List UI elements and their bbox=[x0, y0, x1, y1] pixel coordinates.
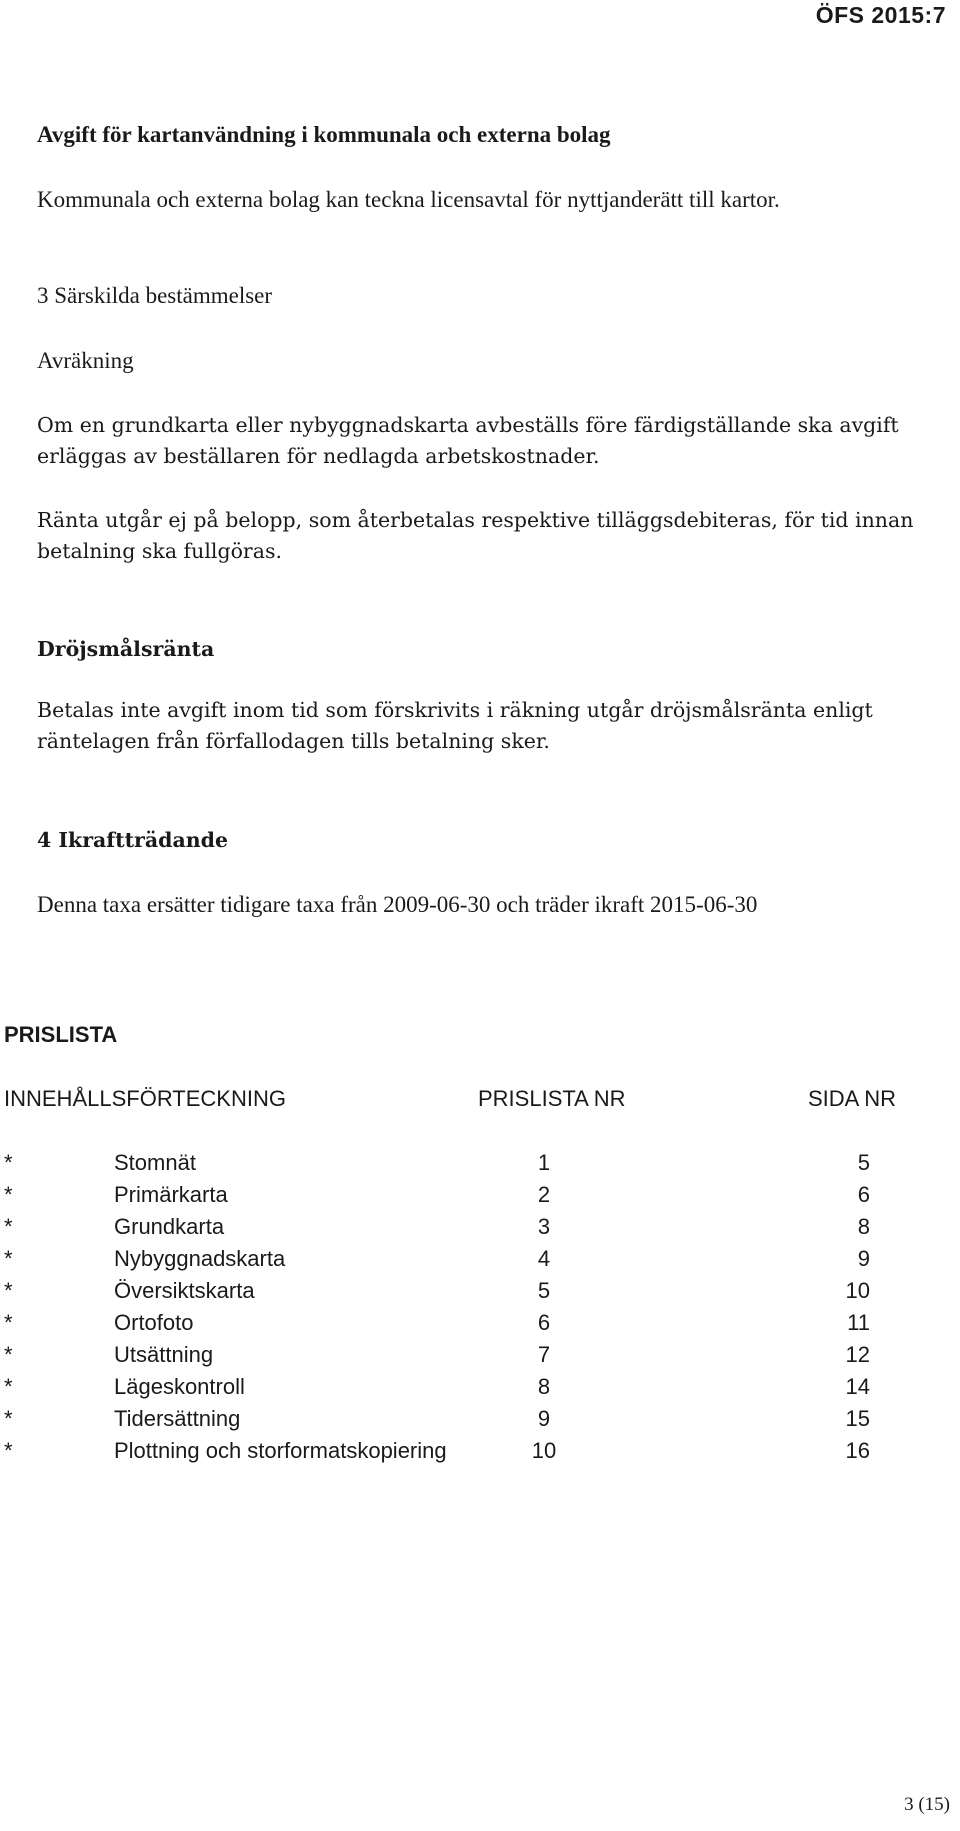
toc-bullet: * bbox=[4, 1278, 13, 1303]
toc-item-nr: 1 bbox=[537, 1150, 551, 1175]
toc-bullet: * bbox=[4, 1374, 13, 1399]
column-header-toc: INNEHÅLLSFÖRTECKNING bbox=[4, 1086, 286, 1111]
paragraph-avrakning: Om en grundkarta eller nybyggnadskarta avbeställs före färdigställande ska avgift erläggas av beställaren för nedlagda arbetskostnader. bbox=[37, 413, 899, 468]
page-number: 3 (15) bbox=[904, 1794, 950, 1815]
toc-item-page: 11 bbox=[847, 1310, 870, 1335]
section-title-sarskilda: 3 Särskilda bestämmelser bbox=[37, 283, 273, 308]
toc-row bbox=[4, 1214, 944, 1246]
toc-item-name: Nybyggnadskarta bbox=[114, 1246, 286, 1271]
toc-item-page: 6 bbox=[857, 1182, 870, 1207]
section-text-kartanvandning: Kommunala och externa bolag kan teckna licensavtal för nyttjanderätt till kartor. bbox=[37, 187, 780, 212]
toc-bullet: * bbox=[4, 1150, 13, 1175]
section-title-kartanvandning: Avgift för kartanvändning i kommunala och externa bolag bbox=[37, 122, 611, 147]
toc-item-nr: 6 bbox=[537, 1310, 551, 1335]
toc-bullet: * bbox=[4, 1310, 13, 1335]
toc-row bbox=[4, 1438, 944, 1470]
paragraph-drojsmal: Betalas inte avgift inom tid som förskrivits i räkning utgår dröjsmålsränta enligt räntelagen från förfallodagen tills betalning sker. bbox=[37, 698, 873, 753]
column-header-page: SIDA NR bbox=[808, 1086, 897, 1111]
prislista-title: PRISLISTA bbox=[4, 1022, 118, 1047]
toc-item-nr: 8 bbox=[537, 1374, 551, 1399]
paragraph-ikraft: Denna taxa ersätter tidigare taxa från 2009-06-30 och träder ikraft 2015-06-30 bbox=[37, 892, 758, 917]
section-title-drojsmal: Dröjsmålsränta bbox=[37, 637, 215, 661]
toc-bullet: * bbox=[4, 1438, 13, 1463]
paragraph-ranta: Ränta utgår ej på belopp, som återbetalas respektive tilläggsdebiteras, för tid innan betalning ska fullgöras. bbox=[37, 508, 914, 563]
toc-item-nr: 7 bbox=[537, 1342, 551, 1367]
toc-item-name: Grundkarta bbox=[114, 1214, 225, 1239]
toc-item-name: Lägeskontroll bbox=[114, 1374, 245, 1399]
toc-row bbox=[4, 1310, 944, 1342]
toc-item-nr: 5 bbox=[537, 1278, 551, 1303]
section-title-ikraft: 4 Ikraftträdande bbox=[37, 828, 229, 852]
subsection-title-avrakning: Avräkning bbox=[37, 348, 134, 373]
toc-row bbox=[4, 1342, 944, 1374]
toc-item-page: 5 bbox=[857, 1150, 870, 1175]
toc-bullet: * bbox=[4, 1342, 13, 1367]
toc-item-nr: 9 bbox=[537, 1406, 551, 1431]
document-code: ÖFS 2015:7 bbox=[815, 2, 946, 28]
toc-bullet: * bbox=[4, 1182, 13, 1207]
toc-item-page: 10 bbox=[845, 1278, 870, 1303]
toc-row bbox=[4, 1278, 944, 1310]
toc-row bbox=[4, 1182, 944, 1214]
toc-item-nr: 2 bbox=[537, 1182, 551, 1207]
toc-bullet: * bbox=[4, 1406, 13, 1431]
toc-item-name: Plottning och storformatskopiering bbox=[114, 1438, 447, 1463]
toc-item-name: Primärkarta bbox=[114, 1182, 228, 1207]
column-header-nr: PRISLISTA NR bbox=[478, 1086, 626, 1111]
toc-item-page: 8 bbox=[857, 1214, 870, 1239]
toc-item-name: Stomnät bbox=[114, 1150, 196, 1175]
toc-bullet: * bbox=[4, 1214, 13, 1239]
toc-row bbox=[4, 1406, 944, 1438]
toc-row bbox=[4, 1246, 944, 1278]
toc-item-page: 12 bbox=[845, 1342, 870, 1367]
toc-item-name: Tidersättning bbox=[114, 1406, 241, 1431]
toc-item-page: 16 bbox=[845, 1438, 870, 1463]
toc-row bbox=[4, 1150, 944, 1182]
toc-item-page: 9 bbox=[857, 1246, 870, 1271]
toc-item-page: 15 bbox=[845, 1406, 870, 1431]
toc-item-name: Översiktskarta bbox=[114, 1278, 255, 1303]
toc-item-name: Ortofoto bbox=[114, 1310, 194, 1335]
toc-bullet: * bbox=[4, 1246, 13, 1271]
toc-item-nr: 4 bbox=[537, 1246, 551, 1271]
toc-item-page: 14 bbox=[845, 1374, 870, 1399]
toc-item-name: Utsättning bbox=[114, 1342, 214, 1367]
toc-row bbox=[4, 1374, 944, 1406]
toc-item-nr: 3 bbox=[537, 1214, 551, 1239]
toc-item-nr: 10 bbox=[531, 1438, 557, 1463]
